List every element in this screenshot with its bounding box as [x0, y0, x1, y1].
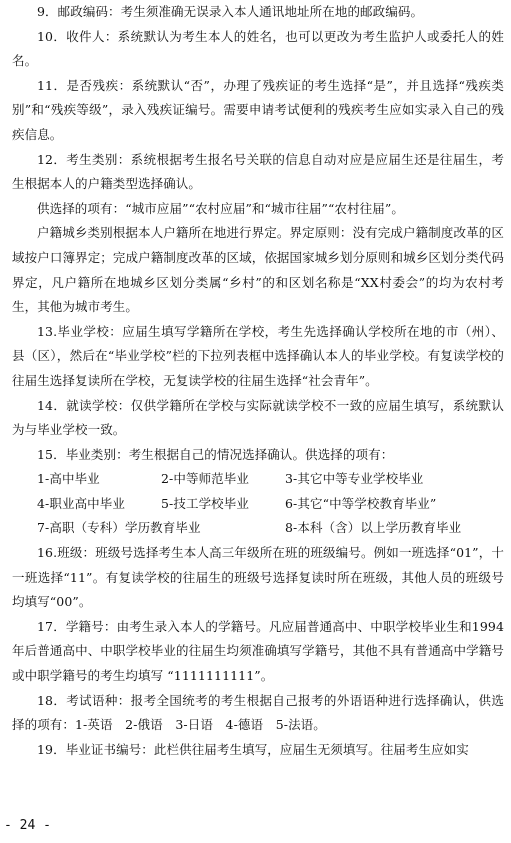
paragraph-postal-code: 9．邮政编码：考生须准确无误录入本人通讯地址所在地的邮政编码。	[37, 4, 424, 19]
page-number: - 24 -	[4, 818, 51, 833]
paragraph-attending-school: 14．就读学校：仅供学籍所在学校与实际就读学校不一致的应届生填写，系统默认为与毕业学校一致。	[12, 397, 504, 438]
graduation-options-row-1	[12, 467, 504, 492]
graduation-option: 1-高中毕业	[37, 471, 100, 487]
graduation-option: 5-技工学校毕业	[161, 495, 249, 511]
paragraph-diploma-number: 19．毕业证书编号：此栏供往届考生填写，应届生无须填写。往届考生应如实	[37, 741, 469, 757]
paragraph-exam-language: 18．考试语种：报考全国统考的考生根据自己报考的外语语种进行选择确认，供选择的项有：1-英语 2-俄语 3-日语 4-德语 5-法语。	[12, 692, 504, 733]
graduation-option: 7-高职（专科）学历教育毕业	[37, 520, 201, 536]
paragraph-disability: 11．是否残疾：系统默认“否”，办理了残疾证的考生选择“是”，并且选择“残疾类别”和“残疾等级”，录入残疾证编号。需要申请考试便利的残疾考生应如实录入自己的残疾信息。	[12, 77, 504, 142]
paragraph-graduation-school: 13.毕业学校：应届生填写学籍所在学校，考生先选择确认学校所在地的市（州）、县（区），然后在“毕业学校”栏的下拉列表框中选择确认本人的毕业学校。有复读学校的往届生选择复读所在学校，无复读学校的往届生选择“社会青年”。	[12, 323, 504, 388]
graduation-options-row-3	[12, 516, 504, 541]
document-body	[12, 0, 504, 762]
graduation-option: 6-其它“中等学校教育毕业”	[285, 495, 437, 511]
paragraph-class: 16.班级：班级号选择考生本人高三年级所在班的班级编号。例如一班选择“01”，十一班选择“11”。有复读学校的往届生的班级号选择复读时所在班级，其他人员的班级号均填写“00”。	[12, 545, 504, 610]
paragraph-type-options: 供选择的项有：“城市应届”“农村应届”和“城市往届”“农村往届”。	[37, 200, 404, 216]
graduation-option: 8-本科（含）以上学历教育毕业	[285, 520, 462, 536]
paragraph-recipient: 10．收件人：系统默认为考生本人的姓名，也可以更改为考生监护人或委托人的姓名。	[12, 28, 504, 69]
paragraph-candidate-type: 12．考生类别：系统根据考生报名号关联的信息自动对应是应届生还是往届生，考生根据本人的户籍类型选择确认。	[12, 151, 504, 192]
graduation-option: 3-其它中等专业学校毕业	[285, 471, 424, 487]
paragraph-student-id: 17．学籍号：由考生录入本人的学籍号。凡应届普通高中、中职学校毕业生和1994年后普通高中、中职学校毕业的往届生均须准确填写学籍号，其他不具有普通高中学籍号或中职学籍号的考生均填写 “1111111111”。	[12, 618, 504, 684]
graduation-options-row-2	[12, 492, 504, 517]
graduation-option: 4-职业高中毕业	[37, 495, 125, 511]
graduation-option: 2-中等师范毕业	[161, 471, 249, 487]
paragraph-graduation-category: 15．毕业类别：考生根据自己的情况选择确认。供选择的项有：	[37, 446, 394, 462]
paragraph-household-definition: 户籍城乡类别根据本人户籍所在地进行界定。界定原则：没有完成户籍制度改革的区域按户口簿界定；完成户籍制度改革的区域，依据国家城乡划分原则和城乡区划分类代码界定，凡户籍所在地城乡区划分类属“乡村”的和区划名称是“XX村委会”的均为农村考生，其他为城市考生。	[12, 225, 504, 315]
